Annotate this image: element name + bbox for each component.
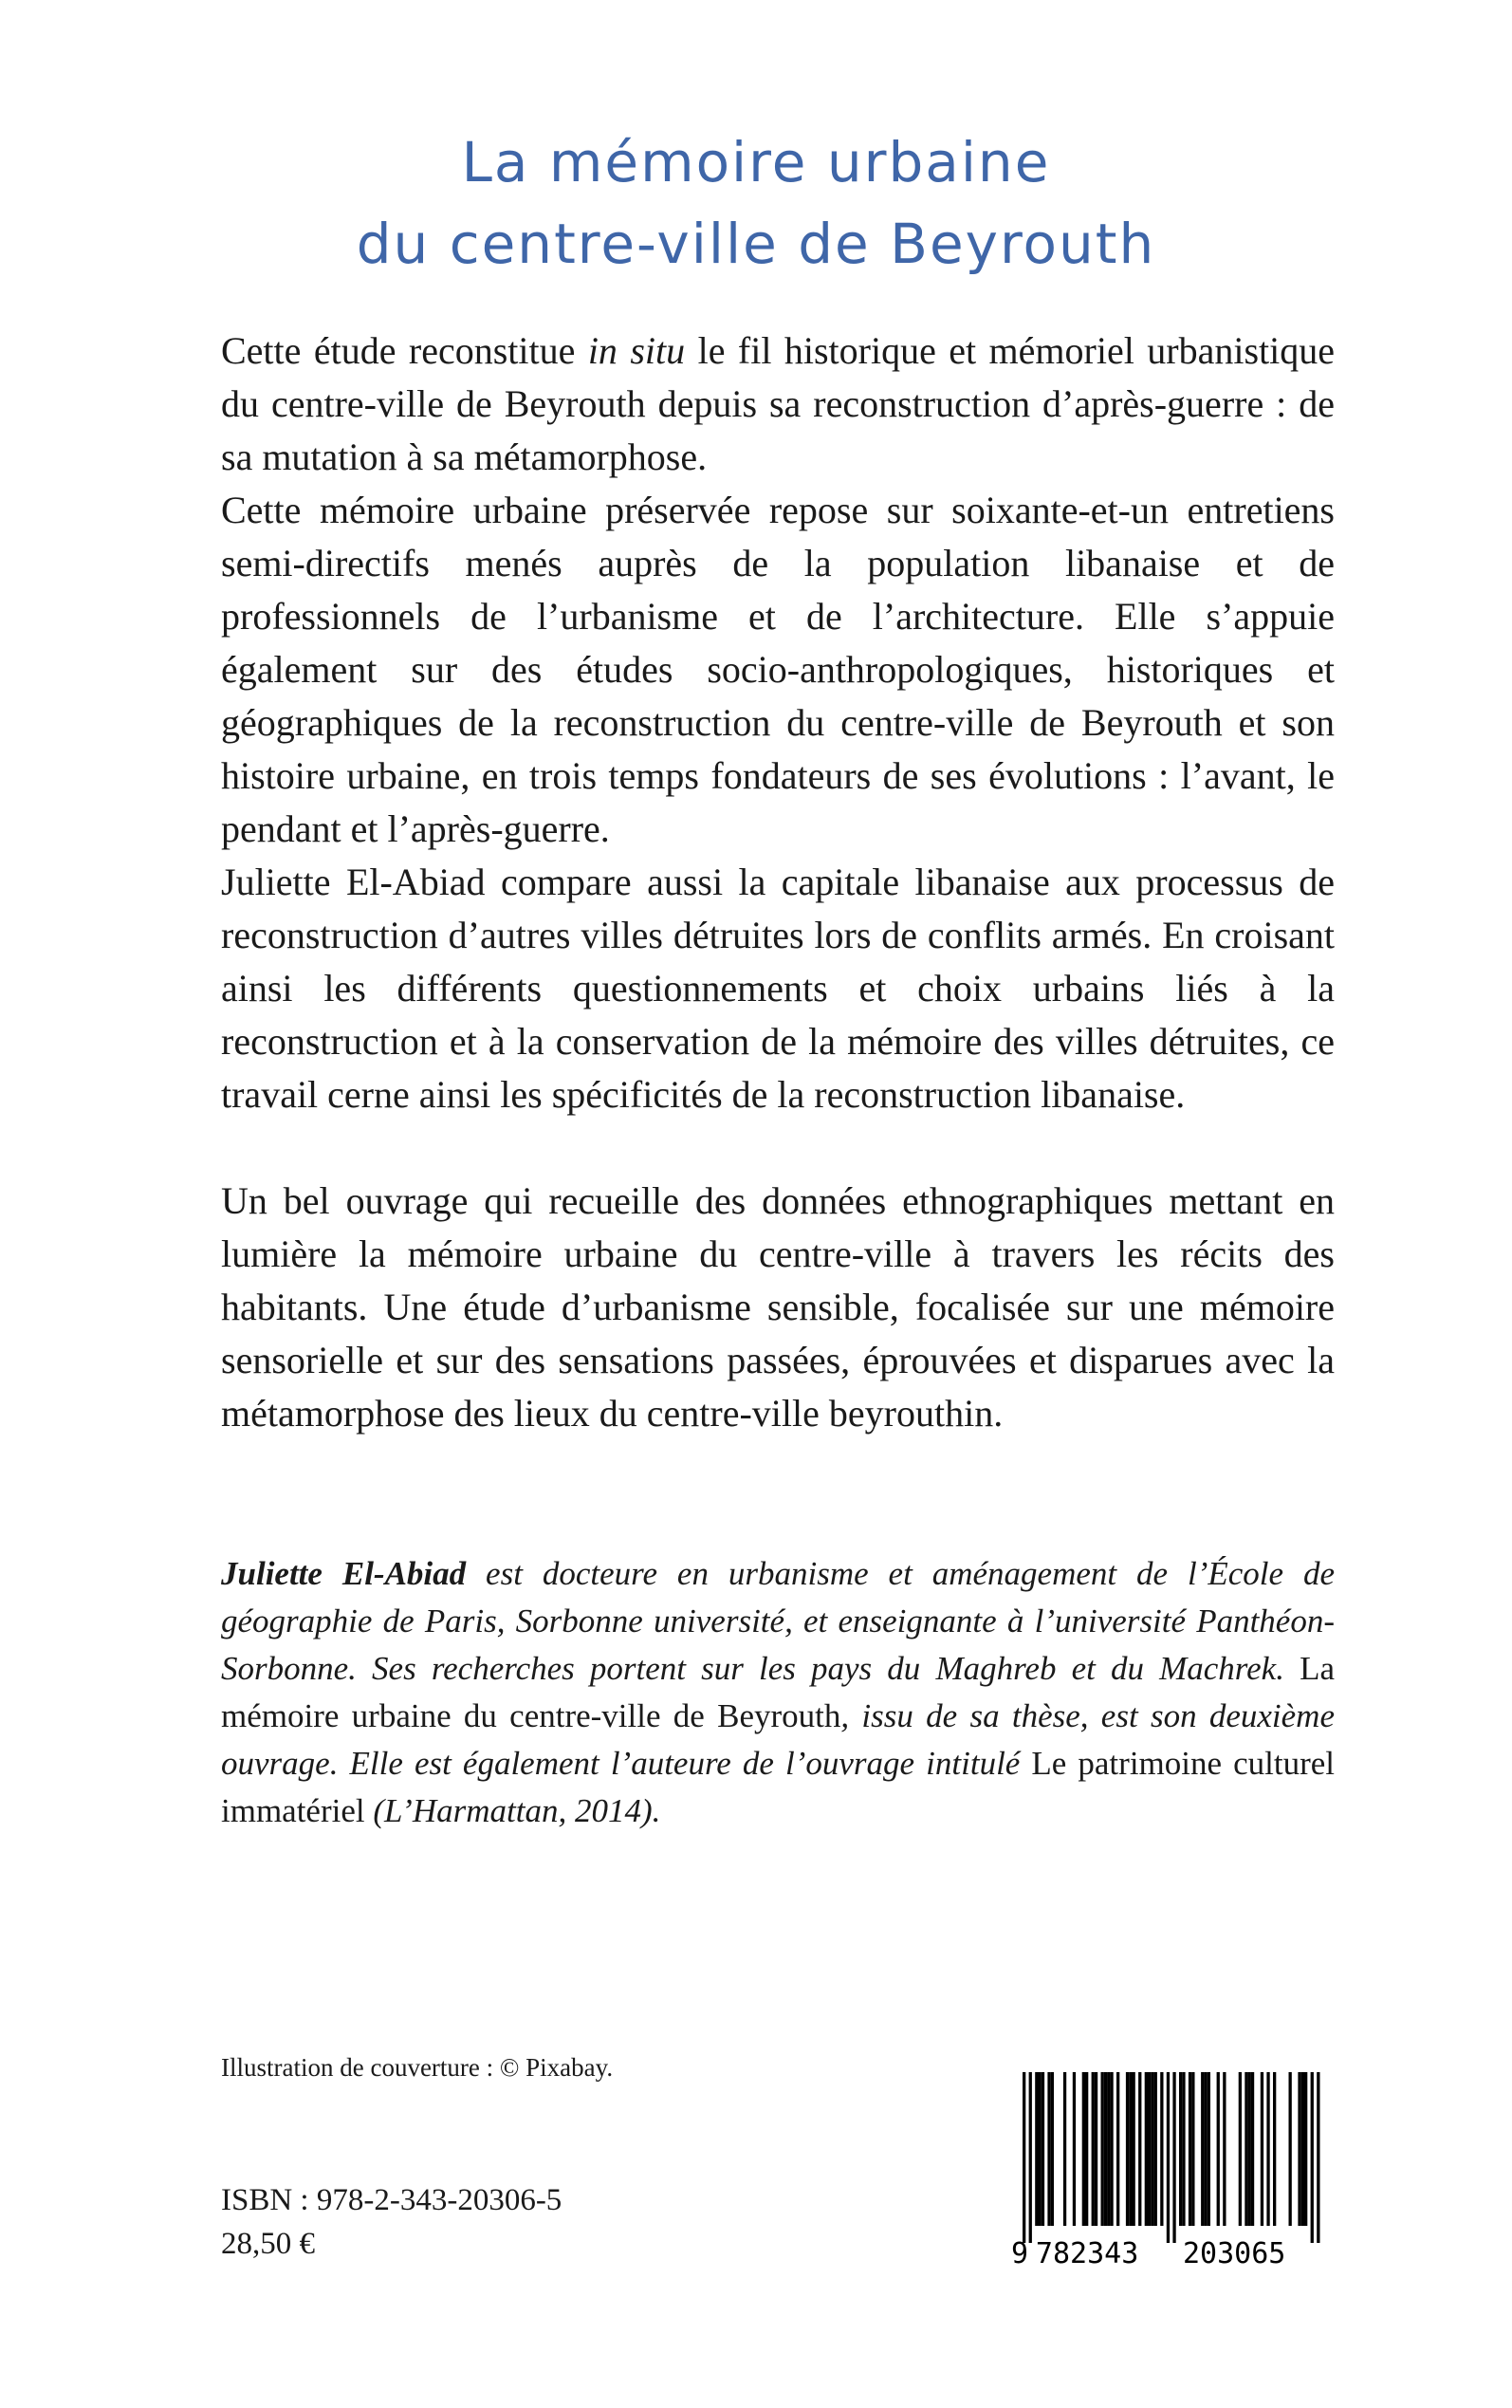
isbn: ISBN : 978-2-343-20306-5 bbox=[221, 2183, 562, 2217]
summary-paragraph-3: Juliette El-Abiad compare aussi la capitale libanaise aux processus de reconstruction d’autres villes détruites lors de conflits armés. En croisant ainsi les différents questionnements et choix urbains liés à la reconstruction et à la conservation de la mémoire des villes détruites, ce travail cerne ainsi les spécificités de la reconstruction libanaise. bbox=[221, 861, 1335, 1116]
barcode-bar bbox=[1317, 2072, 1319, 2243]
summary-p1-start: Cette étude reconstitue bbox=[221, 329, 588, 372]
barcode-bar bbox=[1063, 2072, 1066, 2226]
bio-text-3: (L’Harmattan, 2014). bbox=[364, 1792, 661, 1829]
barcode-bar bbox=[1167, 2072, 1170, 2243]
barcode-bar bbox=[1311, 2072, 1314, 2243]
barcode-bar bbox=[1082, 2072, 1085, 2226]
barcode-bar bbox=[1035, 2072, 1038, 2226]
barcode-digits: 782343 bbox=[1035, 2237, 1139, 2270]
barcode-bar bbox=[1042, 2072, 1044, 2226]
barcode-bar bbox=[1172, 2072, 1175, 2243]
barcode-bar bbox=[1273, 2072, 1276, 2226]
bio-book-title-1: La mémoire urbaine du centre-ville de Beyrouth bbox=[221, 1650, 1335, 1734]
barcode-bar bbox=[1051, 2072, 1054, 2226]
barcode-bar bbox=[1179, 2072, 1182, 2226]
barcode-bar bbox=[1154, 2072, 1157, 2226]
bio-text-2: , issu de sa thèse, est son deuxième ouvrage. Elle est également l’auteure de l’ouvrage intitulé bbox=[221, 1697, 1335, 1782]
barcode-bar bbox=[1029, 2072, 1032, 2243]
summary bbox=[221, 324, 1335, 1440]
barcode-bar bbox=[1133, 2072, 1135, 2226]
barcode-bar bbox=[1073, 2072, 1076, 2226]
bio-book-title-2: Le patrimoine culturel immatériel bbox=[221, 1745, 1335, 1829]
barcode-bar bbox=[1138, 2072, 1141, 2226]
barcode-digits: 203065 bbox=[1183, 2237, 1286, 2270]
barcode-bar bbox=[1217, 2072, 1220, 2226]
barcode-bar bbox=[1201, 2072, 1204, 2226]
barcode-bar bbox=[1023, 2072, 1025, 2243]
summary-paragraph-2: Cette mémoire urbaine préservée repose sur soixante-et-un entretiens semi-directifs menés auprès de la population libanaise et de professionnels de l’urbanisme et de l’architecture. Elle s’appuie également sur des études socio-anthropologiques, historiques et géographiques de la reconstruction du centre-ville de Beyrouth et son histoire urbaine, en trois temps fondateurs de ses évolutions : l’avant, le pendant et l’après-guerre. bbox=[221, 489, 1335, 850]
barcode-bar bbox=[1116, 2072, 1119, 2226]
barcode-bar bbox=[1261, 2072, 1263, 2226]
bio-text-1: est docteure en urbanisme et aménagement de l’École de géographie de Paris, Sorbonne université, et enseignante à l’université Panthéon-Sorbonne. Ses recherches portent sur les pays du Maghreb et du Machrek. bbox=[221, 1555, 1335, 1687]
price: 28,50 € bbox=[221, 2227, 315, 2261]
barcode-bar bbox=[1301, 2072, 1304, 2226]
author-bio bbox=[221, 1550, 1335, 1835]
cover-credit: Illustration de couverture : © Pixabay. bbox=[221, 2053, 614, 2082]
barcode-bar bbox=[1101, 2072, 1104, 2226]
paragraph-spacer bbox=[221, 1121, 1335, 1175]
barcode-bar bbox=[1110, 2072, 1113, 2226]
summary-p1-italic: in situ bbox=[587, 329, 686, 372]
barcode-bar bbox=[1092, 2072, 1095, 2226]
barcode-bar bbox=[1266, 2072, 1269, 2226]
barcode-bar bbox=[1107, 2072, 1110, 2226]
barcode-graphic bbox=[1011, 2068, 1324, 2272]
barcode-bar bbox=[1085, 2072, 1088, 2226]
barcode-bar bbox=[1126, 2072, 1129, 2226]
barcode-bar bbox=[1223, 2072, 1226, 2226]
author-name: Juliette El-Abiad bbox=[221, 1555, 467, 1592]
barcode-bar bbox=[1047, 2072, 1050, 2226]
barcode-bar bbox=[1182, 2072, 1185, 2226]
summary-paragraph-4: Un bel ouvrage qui recueille des données ethnographiques mettant en lumière la mémoire urbaine du centre-ville à travers les récits des habitants. Une étude d’urbanisme sensible, focalisée sur une mémoire sensorielle et sur des sensations passées, éprouvées et disparues avec la métamorphose des lieux du centre-ville beyrouthin. bbox=[221, 1179, 1335, 1435]
barcode-bar bbox=[1039, 2072, 1042, 2226]
barcode-bar bbox=[1095, 2072, 1097, 2226]
barcode-bar bbox=[1191, 2072, 1194, 2226]
barcode-bar bbox=[1208, 2072, 1210, 2226]
barcode-bar bbox=[1145, 2072, 1148, 2226]
barcode-bar bbox=[1245, 2072, 1247, 2226]
barcode-bar bbox=[1129, 2072, 1132, 2226]
barcode-bar bbox=[1189, 2072, 1191, 2226]
book-title bbox=[0, 121, 1512, 285]
barcode-bar bbox=[1289, 2072, 1292, 2226]
barcode-bar bbox=[1298, 2072, 1300, 2226]
summary-paragraph-1 bbox=[221, 324, 1335, 484]
barcode-bar bbox=[1104, 2072, 1107, 2226]
summary-p1-end: le fil historique et mémoriel urbanistique du centre-ville de Beyrouth depuis sa reconstruction d’après-guerre : de sa mutation à sa métamorphose. bbox=[221, 329, 1336, 478]
barcode-digits: 9 bbox=[1011, 2237, 1029, 2270]
barcode-bar bbox=[1160, 2072, 1163, 2226]
barcode-bar bbox=[1151, 2072, 1153, 2226]
barcode-bar bbox=[1304, 2072, 1307, 2226]
barcode bbox=[1011, 2068, 1324, 2272]
title-line-2: du centre-ville de Beyrouth bbox=[356, 212, 1156, 276]
barcode-bar bbox=[1239, 2072, 1242, 2226]
barcode-bar bbox=[1204, 2072, 1207, 2226]
barcode-bar bbox=[1148, 2072, 1151, 2226]
author-bio-paragraph bbox=[221, 1550, 1335, 1835]
title-line-1: La mémoire urbaine bbox=[461, 130, 1051, 194]
barcode-bar bbox=[1251, 2072, 1254, 2226]
barcode-bar bbox=[1248, 2072, 1251, 2226]
